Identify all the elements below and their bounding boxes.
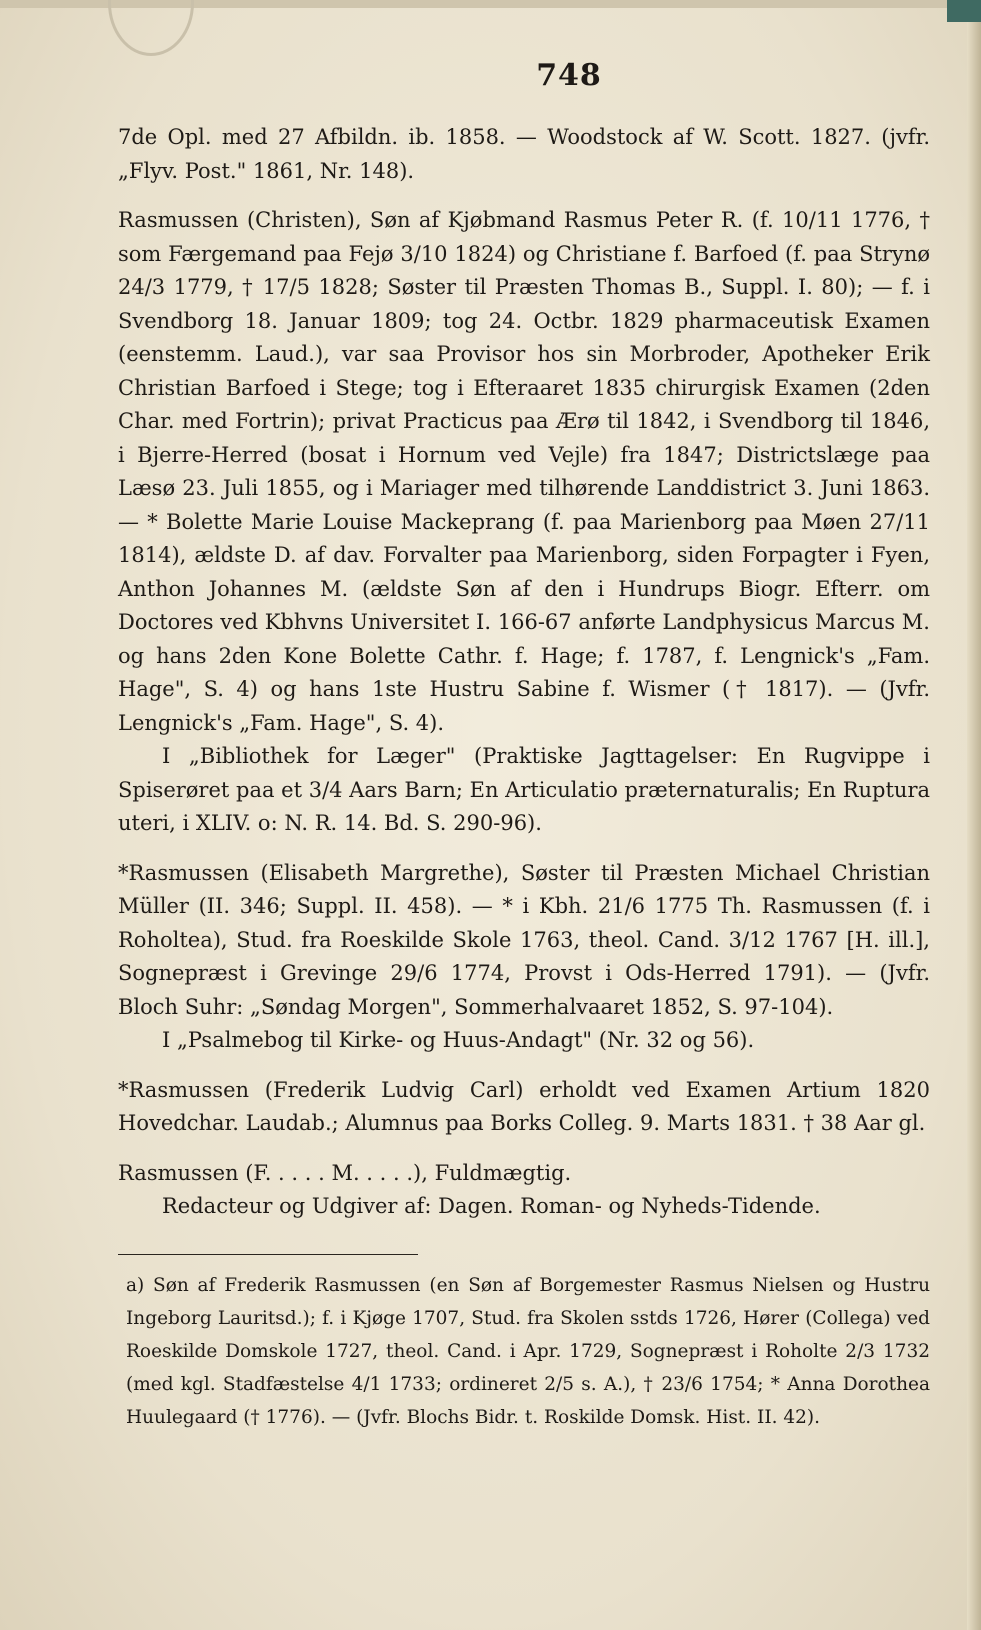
publication-note: Redacteur og Udgiver af: Dagen. Roman- og Nyheds-Tidende. (162, 1194, 821, 1218)
binding-tab (947, 0, 981, 22)
entry-rasmussen-frederik: *Rasmussen (Frederik Ludvig Carl) erholdt ved Examen Artium 1820 Hovedchar. Laudab.; Alumnus paa Borks Colleg. 9. Marts 1831. † 38 Aar gl. (118, 1077, 930, 1135)
entry-rasmussen-elisabeth: *Rasmussen (Elisabeth Margrethe), Søster til Præsten Michael Christian Müller (II. 346; Suppl. II. 458). — * i Kbh. 21/6 1775 Th. Rasmussen (f. i Roholtea), Stud. fra Roeskilde Skole 1763, theol. Cand. 3/12 1767 [H. ill.], Sognepræst i Grevinge 29/6 1774, Provst i Ods-Herred 1791). — (Jvfr. Bloch Suhr: „Søndag Morgen", Sommerhalvaaret 1852, S. 97-104). (118, 860, 930, 1019)
continuation-paragraph: 7de Opl. med 27 Afbildn. ib. 1858. — Woodstock af W. Scott. 1827. (jvfr. „Flyv. Post." 1861, Nr. 148). (118, 125, 930, 183)
footnote-divider (118, 1254, 418, 1255)
entry-rasmussen-f-m: Rasmussen (F. . . . . M. . . . .), Fuldmægtig. (118, 1160, 572, 1185)
publication-note: I „Psalmebog til Kirke- og Huus-Andagt" (Nr. 32 og 56). (162, 1028, 755, 1052)
publication-note: I „Bibliothek for Læger" (Praktiske Jagttagelser: En Rugvippe i Spiserøret paa et 3/4 Aars Barn; En Articulatio præternaturalis; En Ruptura uteri, i XLIV. o: N. R. 14. Bd. S. 290-96). (118, 744, 930, 835)
page-right-edge (967, 0, 981, 1630)
entry-rasmussen-christen: Rasmussen (Christen), Søn af Kjøbmand Rasmus Peter R. (f. 10/11 1776, † som Færgemand paa Fejø 3/10 1824) og Christiane f. Barfoed (f. paa Strynø 24/3 1779, † 17/5 1828; Søster til Præsten Thomas B., Suppl. I. 80); — f. i Svendborg 18. Januar 1809; tog 24. Octbr. 1829 pharmaceutisk Examen (eenstemm. Laud.), var saa Provisor hos sin Morbroder, Apotheker Erik Christian Barfoed i Stege; tog i Efteraaret 1835 chirurgisk Examen (2den Char. med Fortrin); privat Practicus paa Ærø til 1842, i Svendborg til 1846, i Bjerre-Herred (bosat i Hornum ved Vejle) fra 1847; Districtslæge paa Læsø 23. Juli 1855, og i Mariager med tilhørende Landdistrict 3. Juni 1863. — * Bolette Marie Louise Mackeprang (f. paa Marienborg paa Møen 27/11 1814), ældste D. af dav. Forvalter paa Marienborg, siden Forpagter i Fyen, Anthon Johannes M. (ældste Søn af den i Hundrups Biogr. Efterr. om Doctores ved Kbhvns Universitet I. 166-67 anførte Landphysicus Marcus M. og hans 2den Kone Bolette Cathr. f. Hage; f. 1787, f. Lengnick's „Fam. Hage", S. 4) og hans 1ste Hustru Sabine f. Wismer († 1817). — (Jvfr. Lengnick's „Fam. Hage", S. 4). (118, 208, 930, 735)
text-column (118, 58, 930, 1434)
stamp-ring (108, 0, 194, 56)
footnote: a) Søn af Frederik Rasmussen (en Søn af Borgemester Rasmus Nielsen og Hustru Ingeborg Lauritsd.); f. i Kjøge 1707, Stud. fra Skolen sstds 1726, Hører (Collega) ved Roeskilde Domskole 1727, theol. Cand. i Apr. 1729, Sognepræst i Roholte 2/3 1732 (med kgl. Stadfæstelse 4/1 1733; ordineret 2/5 s. A.), † 23/6 1754; * Anna Dorothea Huulegaard († 1776). — (Jvfr. Blochs Bidr. t. Roskilde Domsk. Hist. II. 42). (126, 1274, 930, 1428)
page-number: 748 (536, 58, 602, 93)
